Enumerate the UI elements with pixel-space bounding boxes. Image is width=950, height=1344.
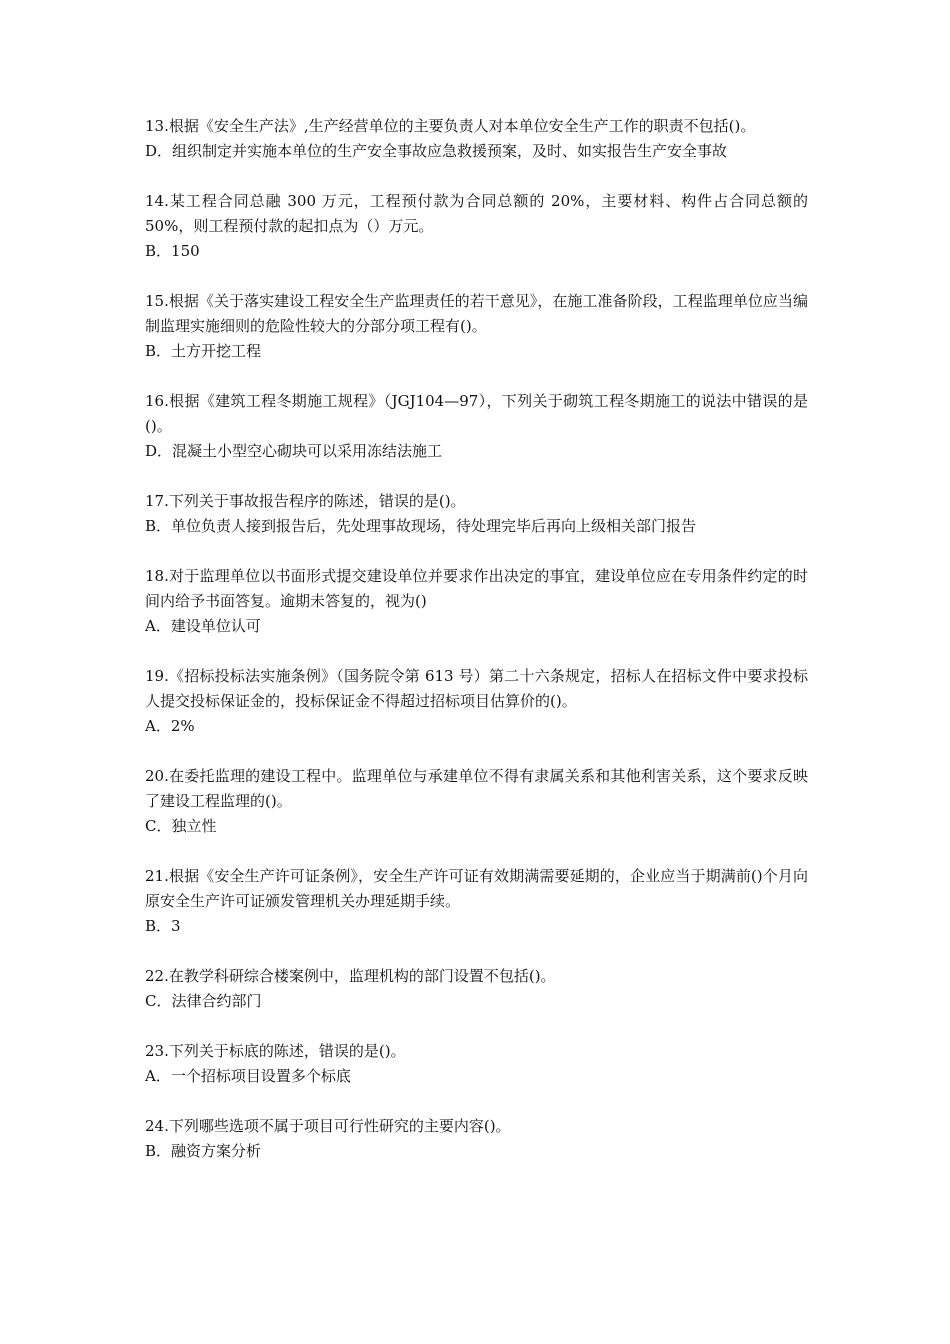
question-item-20 [145,764,808,839]
question-item-13 [145,114,808,164]
answer-text: A．建设单位认可 [145,617,261,635]
question-item-14 [145,189,808,264]
document-page [145,114,808,1189]
question-item-15 [145,289,808,364]
question-text: 18.对于监理单位以书面形式提交建设单位并要求作出决定的事宜，建设单位应在专用条件约定的时间内给予书面答复。逾期未答复的，视为() [145,567,808,610]
question-item-16 [145,389,808,464]
answer-text: C．法律合约部门 [145,992,262,1010]
question-text: 24.下列哪些选项不属于项目可行性研究的主要内容()。 [145,1117,511,1135]
answer-text: B．单位负责人接到报告后，先处理事故现场，待处理完毕后再向上级相关部门报告 [145,517,697,535]
question-text: 16.根据《建筑工程冬期施工规程》（JGJ104—97），下列关于砌筑工程冬期施工的说法中错误的是()。 [145,392,808,435]
question-item-23 [145,1039,808,1089]
question-text: 15.根据《关于落实建设工程安全生产监理责任的若干意见》，在施工准备阶段，工程监理单位应当编制监理实施细则的危险性较大的分部分项工程有()。 [145,292,808,335]
question-text: 23.下列关于标底的陈述，错误的是()。 [145,1042,406,1060]
question-item-18 [145,564,808,639]
question-item-22 [145,964,808,1014]
question-text: 20.在委托监理的建设工程中。监理单位与承建单位不得有隶属关系和其他利害关系，这个要求反映了建设工程监理的()。 [145,767,808,810]
answer-text: A．2% [145,717,195,735]
answer-text: A．一个招标项目设置多个标底 [145,1067,351,1085]
question-item-17 [145,489,808,539]
answer-text: B．3 [145,917,181,935]
question-item-19 [145,664,808,739]
question-text: 19.《招标投标法实施条例》（国务院令第 613 号）第二十六条规定，招标人在招标文件中要求投标人提交投标保证金的，投标保证金不得超过招标项目估算价的()。 [145,667,808,710]
answer-text: B．土方开挖工程 [145,342,262,360]
answer-text: B．融资方案分析 [145,1142,262,1160]
question-text: 13.根据《安全生产法》,生产经营单位的主要负责人对本单位安全生产工作的职责不包括()。 [145,117,756,135]
answer-text: D．组织制定并实施本单位的生产安全事故应急救援预案，及时、如实报告生产安全事故 [145,142,728,160]
question-item-24 [145,1114,808,1164]
question-text: 22.在教学科研综合楼案例中，监理机构的部门设置不包括()。 [145,967,556,985]
answer-text: B．150 [145,242,200,260]
question-text: 17.下列关于事故报告程序的陈述，错误的是()。 [145,492,466,510]
question-text: 21.根据《安全生产许可证条例》，安全生产许可证有效期满需要延期的，企业应当于期满前()个月向原安全生产许可证颁发管理机关办理延期手续。 [145,867,808,910]
question-text: 14.某工程合同总融 300 万元，工程预付款为合同总额的 20%，主要材料、构件占合同总额的 50%，则工程预付款的起扣点为（）万元。 [145,192,808,235]
question-item-21 [145,864,808,939]
answer-text: C．独立性 [145,817,217,835]
answer-text: D．混凝土小型空心砌块可以采用冻结法施工 [145,442,443,460]
